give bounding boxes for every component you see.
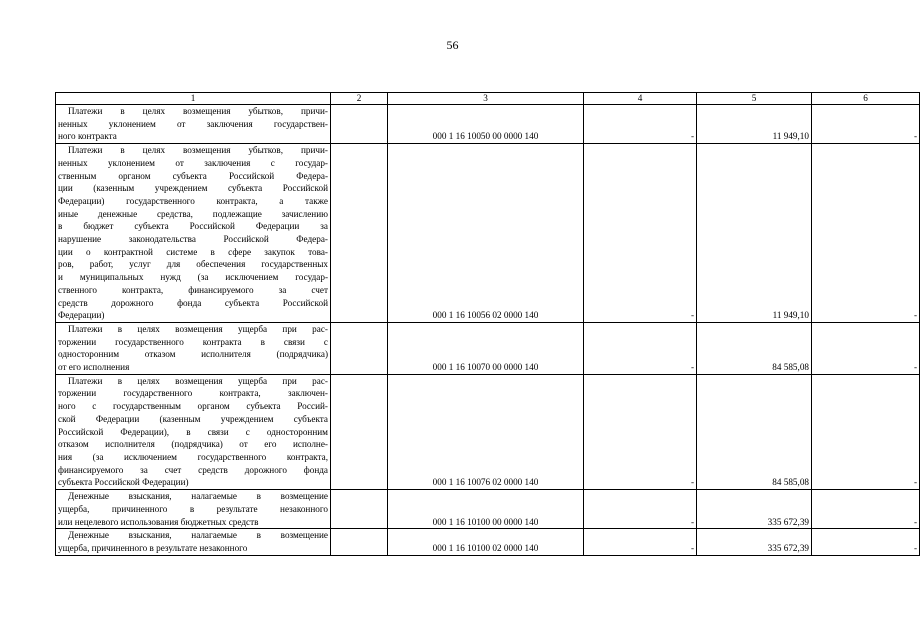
column-6-value: - (812, 105, 920, 144)
description-line: ров, работ, услуг для обеспечения государственных (58, 259, 328, 270)
description-line: Российской Федерации), в связи с односторонним (58, 426, 328, 437)
table-row (56, 322, 920, 374)
row-description (56, 490, 331, 529)
row-description (56, 374, 331, 489)
budget-code: 000 1 16 10056 02 0000 140 (388, 144, 584, 323)
description-line: торжении государственного контракта в связи с (58, 336, 328, 347)
description-line: ции о контрактной системе в сфере закупок това- (58, 246, 328, 257)
table-row (56, 374, 920, 489)
description-line: ного с государственным органом субъекта Россий- (58, 401, 328, 412)
description-line: Федерации) (58, 310, 105, 321)
amount-value: 84 585,08 (697, 374, 812, 489)
column-header-1: 1 (56, 93, 331, 105)
budget-code: 000 1 16 10100 00 0000 140 (388, 490, 584, 529)
column-6-value: - (812, 322, 920, 374)
description-line: Федерации) государственного контракта, а также (58, 195, 328, 206)
description-line: ния (за исключением государственного контракта, (58, 451, 328, 462)
page-number: 56 (446, 38, 459, 52)
description-line: от его исполнения (58, 362, 130, 373)
column-4-value: - (584, 144, 697, 323)
description-line: иные денежные средства, подлежащие зачислению (58, 208, 328, 219)
table-body (56, 105, 920, 556)
column-4-value: - (584, 322, 697, 374)
column-2-cell (331, 490, 388, 529)
table-row (56, 144, 920, 323)
description-line: Платежи в целях возмещения ущерба при рас- (68, 375, 328, 386)
description-line: ущерба, причиненного в результате незаконного (58, 503, 328, 514)
table-row (56, 105, 920, 144)
budget-code: 000 1 16 10100 02 0000 140 (388, 529, 584, 555)
description-line: ненных уклонением от заключения государствен- (58, 118, 328, 129)
description-line: Платежи в целях возмещения убытков, причи- (68, 145, 328, 156)
column-header-3: 3 (388, 93, 584, 105)
column-4-value: - (584, 529, 697, 555)
description-line: ного контракта (58, 131, 117, 142)
description-line: ущерба, причиненного в результате незаконного (58, 542, 248, 553)
amount-value: 84 585,08 (697, 322, 812, 374)
column-2-cell (331, 374, 388, 489)
description-line: в бюджет субъекта Российской Федерации за (58, 221, 328, 232)
column-2-cell (331, 322, 388, 374)
description-line: ственного контракта, финансируемого за счет (58, 284, 328, 295)
column-6-value: - (812, 529, 920, 555)
column-2-cell (331, 105, 388, 144)
column-header-5: 5 (697, 93, 812, 105)
description-line: субъекта Российской Федерации) (58, 477, 189, 488)
description-line: средств дорожного фонда субъекта Российской (58, 297, 328, 308)
column-header-2: 2 (331, 93, 388, 105)
description-line: Платежи в целях возмещения ущерба при рас- (68, 323, 328, 334)
column-4-value: - (584, 105, 697, 144)
column-header-6: 6 (812, 93, 920, 105)
description-line: отказом исполнителя (подрядчика) от его исполне- (58, 439, 328, 450)
budget-code: 000 1 16 10070 00 0000 140 (388, 322, 584, 374)
column-2-cell (331, 529, 388, 555)
column-6-value: - (812, 374, 920, 489)
column-6-value: - (812, 144, 920, 323)
amount-value: 335 672,39 (697, 529, 812, 555)
description-line: Денежные взыскания, налагаемые в возмещение (68, 491, 328, 502)
description-line: ственным органом субъекта Российской Федера- (58, 170, 328, 181)
budget-code: 000 1 16 10076 02 0000 140 (388, 374, 584, 489)
table-row (56, 529, 920, 555)
amount-value: 335 672,39 (697, 490, 812, 529)
description-line: ненных уклонением от заключения с государ- (58, 157, 328, 168)
description-line: Платежи в целях возмещения убытков, причи- (68, 106, 328, 116)
budget-code: 000 1 16 10050 00 0000 140 (388, 105, 584, 144)
description-line: финансируемого за счет средств дорожного фонда (58, 464, 328, 475)
table-row (56, 490, 920, 529)
column-header-4: 4 (584, 93, 697, 105)
amount-value: 11 949,10 (697, 105, 812, 144)
description-line: односторонним отказом исполнителя (подрядчика) (58, 349, 328, 360)
description-line: торжении государственного контракта, заключен- (58, 388, 328, 399)
description-line: ции (казенным учреждением субъекта Российской (58, 183, 328, 194)
row-description (56, 105, 331, 144)
description-line: нарушение законодательства Российской Федера- (58, 234, 328, 245)
row-description (56, 529, 331, 555)
row-description (56, 322, 331, 374)
revenue-table (55, 92, 920, 556)
description-line: и муниципальных нужд (за исключением государ- (58, 272, 328, 283)
description-line: или нецелевого использования бюджетных средств (58, 516, 259, 527)
column-6-value: - (812, 490, 920, 529)
column-2-cell (331, 144, 388, 323)
amount-value: 11 949,10 (697, 144, 812, 323)
header-row (56, 93, 920, 105)
column-4-value: - (584, 490, 697, 529)
description-line: Денежные взыскания, налагаемые в возмещение (68, 530, 328, 541)
column-4-value: - (584, 374, 697, 489)
description-line: ской Федерации (казенным учреждением субъекта (58, 413, 328, 424)
row-description (56, 144, 331, 323)
